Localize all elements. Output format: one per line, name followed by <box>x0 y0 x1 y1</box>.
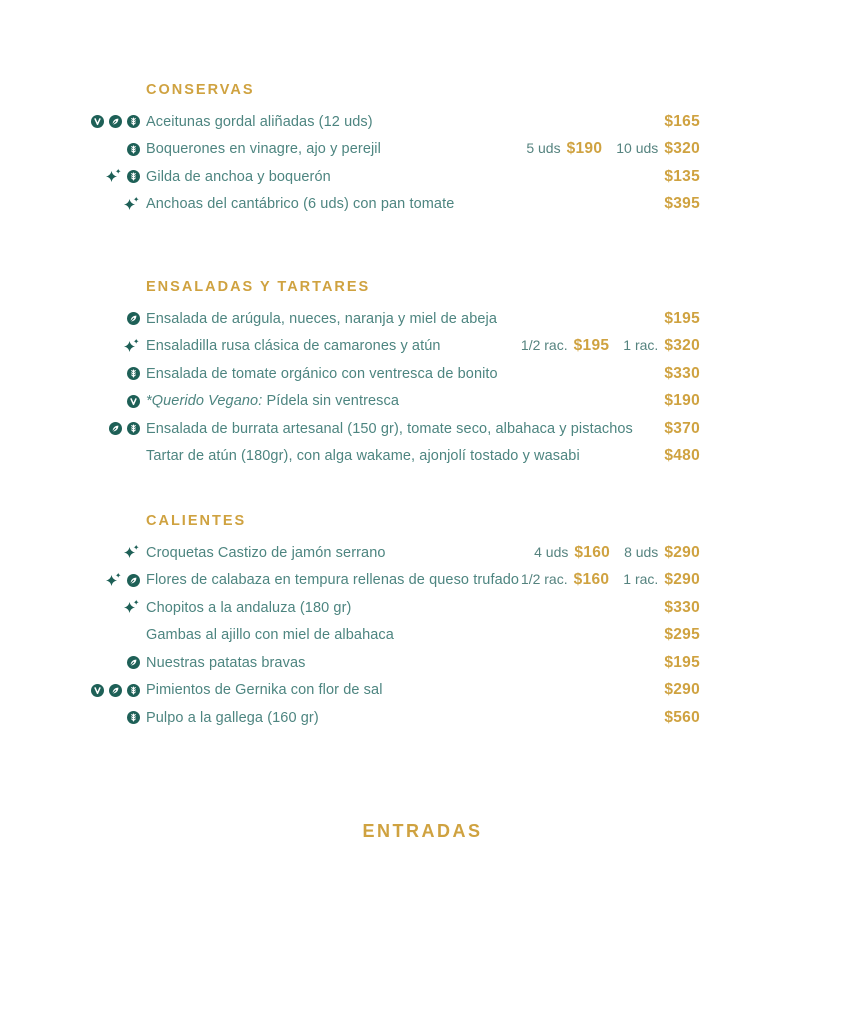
menu-item-row <box>88 443 700 471</box>
vegetarian-icon <box>127 656 140 669</box>
gluten-free-icon <box>127 422 140 435</box>
menu-item-prices <box>534 544 700 562</box>
menu-item-prices <box>664 392 700 410</box>
menu-section <box>88 508 700 732</box>
menu-item-row <box>88 567 700 595</box>
menu-item-icons <box>88 312 140 325</box>
price-group <box>526 140 602 158</box>
gluten-free-icon <box>127 143 140 156</box>
sparkle-icon <box>104 572 122 589</box>
menu-item-icons <box>88 572 140 589</box>
menu-item-name: Chopitos a la andaluza (180 gr) <box>146 599 352 616</box>
price-group <box>664 681 700 699</box>
menu-item-price: $320 <box>664 140 700 158</box>
price-group <box>664 654 700 672</box>
section-title: CALIENTES <box>146 513 247 529</box>
menu-item-row <box>88 333 700 361</box>
menu-item-name: Gambas al ajillo con miel de albahaca <box>146 627 394 644</box>
menu-section <box>88 77 700 218</box>
menu-item-name-italic: *Querido Vegano: <box>146 393 263 410</box>
menu-item-row <box>88 622 700 650</box>
menu-item-name: Flores de calabaza en tempura rellenas de queso trufado <box>146 572 520 589</box>
price-unit-label: 4 uds <box>534 543 569 560</box>
menu-item-row <box>88 649 700 677</box>
menu-item-icons <box>88 196 140 213</box>
section-title: ENSALADAS Y TARTARES <box>146 279 371 295</box>
menu-item-name: Nuestras patatas bravas <box>146 654 306 671</box>
menu-item-row <box>88 415 700 443</box>
menu-item-prices <box>664 195 700 213</box>
vegetarian-icon <box>109 422 122 435</box>
menu-item-icons <box>88 711 140 724</box>
vegan-icon <box>127 395 140 408</box>
price-group <box>534 544 610 562</box>
menu-item-prices <box>664 447 700 465</box>
menu-item-icons <box>88 544 140 561</box>
menu-item-price: $295 <box>664 626 700 644</box>
menu-item-name: Pulpo a la gallega (160 gr) <box>146 709 319 726</box>
next-section-title: ENTRADAS <box>362 820 483 841</box>
menu-item-price: $395 <box>664 195 700 213</box>
menu-item-row <box>88 594 700 622</box>
menu-item-name: Ensalada de burrata artesanal (150 gr), tomate seco, albahaca y pistachos <box>146 420 633 437</box>
menu-item-name <box>146 393 664 409</box>
menu-item-name: Croquetas Castizo de jamón serrano <box>146 544 386 561</box>
price-group <box>664 392 700 410</box>
menu-item-price: $290 <box>664 681 700 699</box>
price-unit-label: 1 rac. <box>623 571 659 588</box>
menu-item-prices <box>664 654 700 672</box>
menu-item-name: Ensalada de tomate orgánico con ventresca de bonito <box>146 365 498 382</box>
menu-item-icons <box>88 338 140 355</box>
menu-item-price: $370 <box>664 419 700 437</box>
menu-item-price: $320 <box>664 337 700 355</box>
menu-item-price: $290 <box>664 571 700 589</box>
menu-item-price: $330 <box>664 364 700 382</box>
vegetarian-icon <box>127 312 140 325</box>
menu-item-prices <box>664 365 700 383</box>
price-group <box>664 113 700 131</box>
price-unit-label: 8 uds <box>624 543 659 560</box>
price-unit-label: 1 rac. <box>623 337 659 354</box>
price-group <box>521 337 609 355</box>
vegetarian-icon <box>109 115 122 128</box>
menu-item-name: Ensalada de arúgula, nueces, naranja y miel de abeja <box>146 310 498 327</box>
price-group <box>664 709 700 727</box>
menu-item-prices <box>664 626 700 644</box>
menu-item-prices <box>664 709 700 727</box>
menu-item-prices <box>521 571 700 589</box>
menu-item-row <box>88 677 700 705</box>
menu-item-name: Aceitunas gordal aliñadas (12 uds) <box>146 113 373 130</box>
menu-item-price: $195 <box>664 653 700 671</box>
vegan-icon <box>91 115 104 128</box>
menu-sections <box>88 0 700 732</box>
price-group <box>623 337 700 355</box>
price-group <box>616 140 700 158</box>
menu-item-price: $195 <box>664 309 700 327</box>
menu-item-row <box>88 191 700 219</box>
menu-item-row <box>88 539 700 567</box>
menu-item-icons <box>88 656 140 669</box>
menu-item-prices <box>526 140 700 158</box>
menu-item-icons <box>88 115 140 128</box>
price-group <box>623 571 700 589</box>
menu-item-price: $135 <box>664 167 700 185</box>
menu-item-name: Anchoas del cantábrico (6 uds) con pan tomate <box>146 196 455 213</box>
menu-item-row <box>88 136 700 164</box>
vegetarian-icon <box>127 574 140 587</box>
menu-item-name: Gilda de anchoa y boquerón <box>146 168 331 185</box>
menu-item-name: Ensaladilla rusa clásica de camarones y atún <box>146 338 441 355</box>
menu-item-price: $165 <box>664 112 700 130</box>
menu-item-row <box>88 388 700 416</box>
menu-item-prices <box>664 113 700 131</box>
menu-item-icons <box>88 367 140 380</box>
price-unit-label: 1/2 rac. <box>520 337 568 354</box>
menu-item-icons <box>88 684 140 697</box>
menu-section <box>88 274 700 470</box>
menu-item-price: $190 <box>566 140 603 158</box>
sparkle-icon <box>122 599 140 616</box>
menu-item-name: Boquerones en vinagre, ajo y perejil <box>146 141 381 158</box>
menu-item-name: Pimientos de Gernika con flor de sal <box>146 682 383 699</box>
menu-item-row <box>88 360 700 388</box>
menu-item-price: $560 <box>664 708 700 726</box>
menu-item-name-rest: Pídela sin ventresca <box>262 393 400 410</box>
price-group <box>664 420 700 438</box>
menu-item-prices <box>664 168 700 186</box>
menu-item-prices <box>664 420 700 438</box>
menu-item-price: $195 <box>573 337 610 355</box>
price-group <box>624 544 700 562</box>
sparkle-icon <box>122 338 140 355</box>
sparkle-icon <box>122 544 140 561</box>
price-group <box>664 599 700 617</box>
menu-item-prices <box>664 310 700 328</box>
menu-item-icons <box>88 422 140 435</box>
sparkle-icon <box>122 196 140 213</box>
menu-item-price: $190 <box>664 392 700 410</box>
menu-item-row <box>88 305 700 333</box>
menu-item-prices <box>664 599 700 617</box>
menu-item-prices <box>521 337 700 355</box>
gluten-free-icon <box>127 684 140 697</box>
menu-item-row <box>88 108 700 136</box>
price-group <box>664 626 700 644</box>
price-group <box>664 310 700 328</box>
menu-item-price: $330 <box>664 598 700 616</box>
price-group <box>664 195 700 213</box>
vegan-icon <box>91 684 104 697</box>
section-title: CONSERVAS <box>146 82 255 98</box>
menu-item-row <box>88 163 700 191</box>
price-group <box>664 447 700 465</box>
price-group <box>664 365 700 383</box>
gluten-free-icon <box>127 367 140 380</box>
price-group <box>664 168 700 186</box>
gluten-free-icon <box>127 711 140 724</box>
menu-item-icons <box>88 395 140 408</box>
menu-item-price: $290 <box>664 543 700 561</box>
menu-item-icons <box>88 143 140 156</box>
vegetarian-icon <box>109 684 122 697</box>
price-unit-label: 10 uds <box>616 140 659 157</box>
price-unit-label: 1/2 rac. <box>520 571 568 588</box>
sparkle-icon <box>104 168 122 185</box>
gluten-free-icon <box>127 170 140 183</box>
menu-item-icons <box>88 599 140 616</box>
price-unit-label: 5 uds <box>526 140 561 157</box>
menu-item-prices <box>664 681 700 699</box>
menu-item-name: Tartar de atún (180gr), con alga wakame, ajonjolí tostado y wasabi <box>146 448 580 465</box>
menu-item-price: $480 <box>664 447 700 465</box>
menu-item-price: $160 <box>574 543 611 561</box>
menu-item-row <box>88 704 700 732</box>
menu-item-icons <box>88 168 140 185</box>
price-group <box>521 571 609 589</box>
gluten-free-icon <box>127 115 140 128</box>
menu-item-price: $160 <box>573 571 610 589</box>
